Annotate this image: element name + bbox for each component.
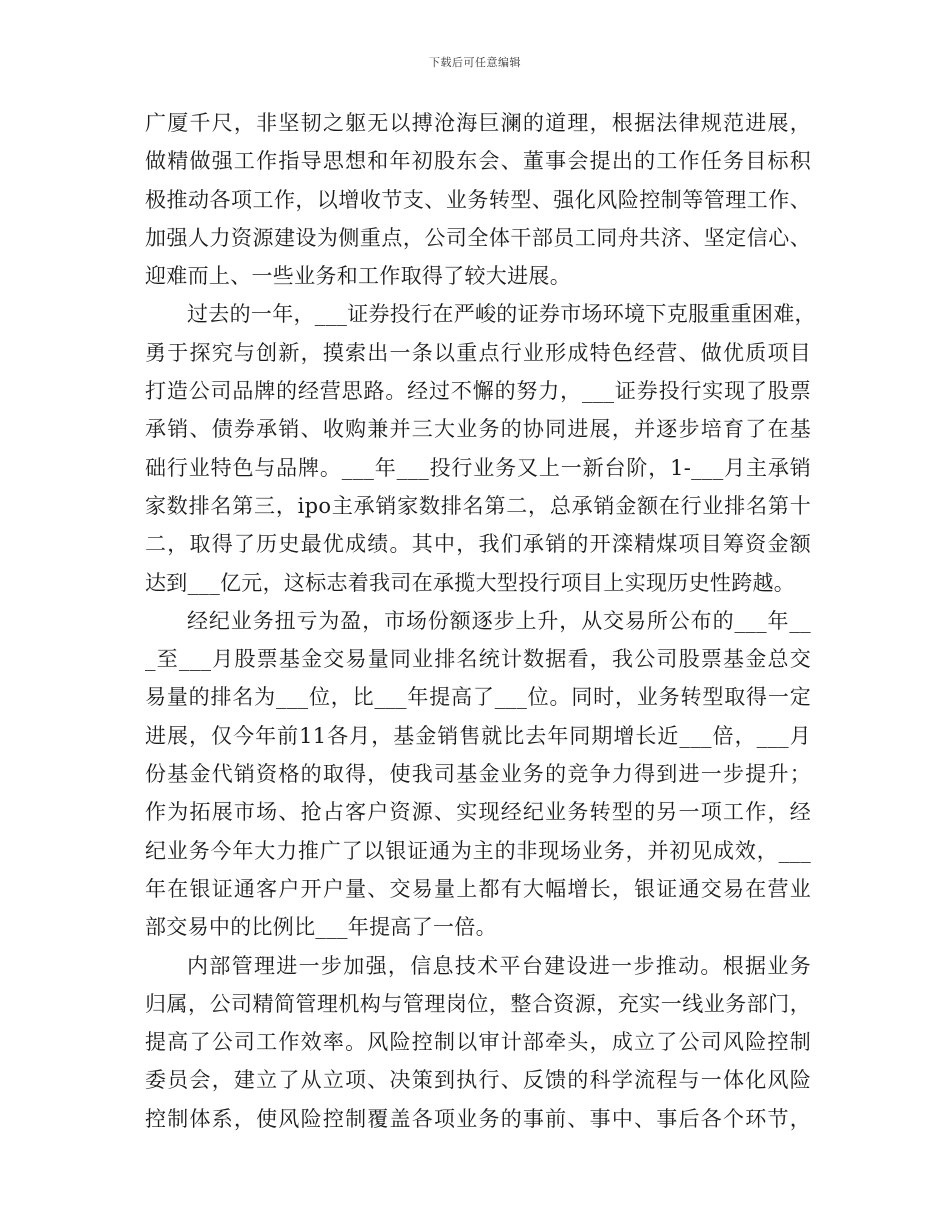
text-line: 易量的排名为___位，比___年提高了___位。同时，业务转型取得一定 <box>145 685 811 710</box>
document-body <box>145 104 816 1138</box>
paragraph-4 <box>145 947 811 1138</box>
text-line: 纪业务今年大力推广了以银证通为主的非现场业务，并初见成效，___ <box>145 838 811 863</box>
text-line: 年在银证通客户开户量、交易量上都有大幅增长，银证通交易在营业 <box>145 876 811 901</box>
paragraph-2 <box>145 295 816 601</box>
text-line: 份基金代销资格的取得，使我司基金业务的竞争力得到进一步提升； <box>145 762 811 787</box>
text-line: 委员会，建立了从立项、决策到执行、反馈的科学流程与一体化风险 <box>145 1068 811 1093</box>
text-line: 打造公司品牌的经营思路。经过不懈的努力，___证券投行实现了股票 <box>145 379 811 404</box>
text-line: 进展，仅今年前11各月，基金销售就比去年同期增长近___倍，___月 <box>145 723 811 748</box>
text-line: 勇于探究与创新，摸索出一条以重点行业形成特色经营、做优质项目 <box>145 340 811 365</box>
text-line: 承销、债券承销、收购兼并三大业务的协同进展，并逐步培育了在基 <box>145 417 811 442</box>
text-line: 加强人力资源建设为侧重点，公司全体干部员工同舟共济、坚定信心、 <box>145 225 811 250</box>
text-line: 础行业特色与品牌。___年___投行业务又上一新台阶，1-___月主承销 <box>145 455 811 480</box>
text-line: 内部管理进一步加强，信息技术平台建设进一步推动。根据业务 <box>187 953 811 978</box>
text-line: 过去的一年，___证券投行在严峻的证券市场环境下克服重重困难， <box>187 302 816 327</box>
paragraph-3 <box>145 602 811 947</box>
text-line: 经纪业务扭亏为盈，市场份额逐步上升，从交易所公布的___年__ <box>187 608 811 633</box>
text-line: 家数排名第三，ipo主承销家数排名第二，总承销金额在行业排名第十 <box>145 493 811 518</box>
text-line: 二，取得了历史最优成绩。其中，我们承销的开滦精煤项目筹资金额 <box>145 532 811 557</box>
text-line: 归属，公司精简管理机构与管理岗位，整合资源，充实一线业务部门， <box>145 991 811 1016</box>
text-line: 做精做强工作指导思想和年初股东会、董事会提出的工作任务目标积 <box>145 149 811 174</box>
text-line: 极推动各项工作，以增收节支、业务转型、强化风险控制等管理工作、 <box>145 187 811 212</box>
text-line: 部交易中的比例比___年提高了一倍。 <box>145 915 497 940</box>
text-line: 提高了公司工作效率。风险控制以审计部牵头，成立了公司风险控制 <box>145 1030 811 1055</box>
text-line: 广厦千尺，非坚韧之躯无以搏沧海巨澜的道理，根据法律规范进展， <box>145 111 811 135</box>
paragraph-1 <box>145 104 811 295</box>
text-line: 作为拓展市场、抢占客户资源、实现经纪业务转型的另一项工作，经 <box>145 800 811 825</box>
page-header: 下载后可任意编辑 <box>429 56 521 69</box>
text-line: _至___月股票基金交易量同业排名统计数据看，我公司股票基金总交 <box>145 647 811 672</box>
text-line: 迎难而上、一些业务和工作取得了较大进展。 <box>145 264 571 289</box>
text-line: 达到___亿元，这标志着我司在承揽大型投行项目上实现历史性跨越。 <box>145 570 796 595</box>
text-line: 控制体系，使风险控制覆盖各项业务的事前、事中、事后各个环节， <box>145 1106 811 1131</box>
